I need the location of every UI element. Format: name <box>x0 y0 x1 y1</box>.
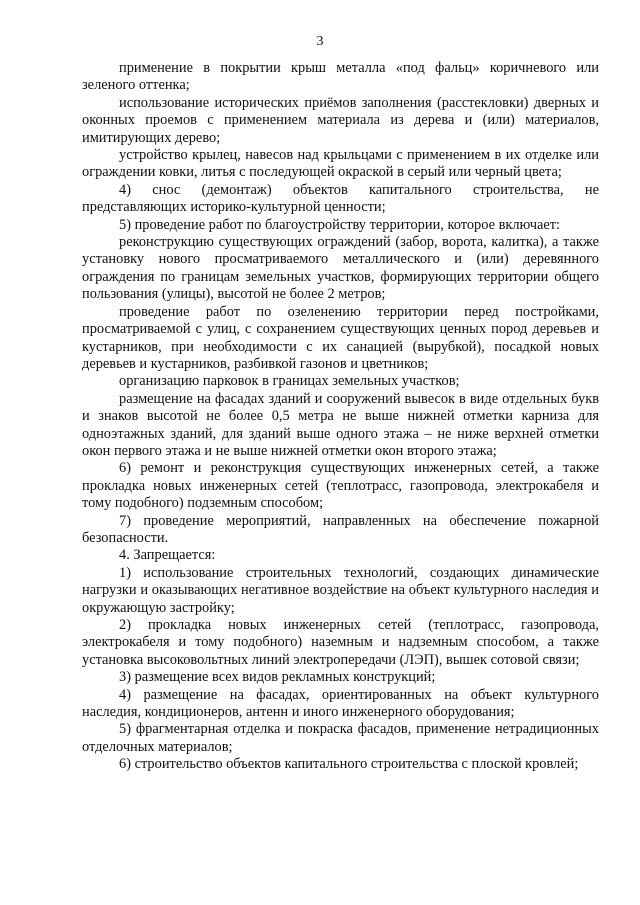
paragraph-greening: проведение работ по озеленению территории перед постройками, просматриваемой с улиц, с сохранением существующих ценных пород деревьев и кустарников, при необходимости с их санацией (вырубкой), посадкой новых деревьев и кустарников, разбивкой газонов и цветников; <box>82 303 599 372</box>
paragraph-prohibited-2: 2) прокладка новых инженерных сетей (теплотрасс, газопровода, электрокабеля и тому подобного) наземным и надземным способом, а также установка высоковольтных линий электропередачи (ЛЭП), вышек сотовой связи; <box>82 617 599 668</box>
paragraph-prohibited-1: 1) использование строительных технологий, создающих динамические нагрузки и оказывающих негативное воздействие на объект культурного наследия и окружающую застройку; <box>82 564 599 616</box>
page-number: 3 <box>316 34 324 49</box>
paragraph-prohibited-4: 4) размещение на фасадах, ориентированных на объект культурного наследия, кондиционеров, антенн и иного инженерного оборудования; <box>82 686 599 721</box>
paragraph-item-6-networks: 6) ремонт и реконструкция существующих инженерных сетей, а также прокладка новых инженерных сетей (теплотрасс, газопровода, электрокабеля и тому подобного) подземным способом; <box>82 460 599 512</box>
paragraph-item-5-landscaping: 5) проведение работ по благоустройству территории, которое включает: <box>119 216 561 233</box>
section-4-prohibited-heading: 4. Запрещается: <box>119 547 216 564</box>
paragraph-prohibited-3: 3) размещение всех видов рекламных конструкций; <box>119 669 436 686</box>
paragraph-prohibited-5: 5) фрагментарная отделка и покраска фасадов, применение нетрадиционных отделочных материалов; <box>82 721 599 755</box>
paragraph-roof-metal: применение в покрытии крыш металла «под фальц» коричневого или зеленого оттенка; <box>82 60 599 94</box>
paragraph-signage: размещение на фасадах зданий и сооружений вывесок в виде отдельных букв и знаков высотой не более 0,5 метра не выше нижней отметки карниза для одноэтажных зданий, для зданий выше одного этажа – не ниже верхней отметки окон первого этажа и не выше нижней отметки окон второго этажа; <box>82 390 599 459</box>
paragraph-fences: реконструкцию существующих ограждений (забор, ворота, калитка), а также установку нового просматриваемого металлического и (или) деревянного ограждения по границам земельных участков, формирующих территории общего пользования (улицы), высотой не более 2 метров; <box>82 234 599 303</box>
paragraph-item-4-demolition: 4) снос (демонтаж) объектов капитального строительства, не представляющих историко-культурной ценности; <box>82 181 599 216</box>
paragraph-prohibited-6: 6) строительство объектов капитального строительства с плоской кровлей; <box>119 756 579 773</box>
paragraph-porches-canopies: устройство крылец, навесов над крыльцами с применением в их отделке или ограждении ковки, литья с последующей окраской в серый или черный цвета; <box>82 147 599 181</box>
paragraph-glazing-techniques: использование исторических приёмов заполнения (расстекловки) дверных и оконных проемов с применением материала из дерева и (или) материалов, имитирующих дерево; <box>82 94 599 146</box>
document-body <box>82 60 599 774</box>
paragraph-parking: организацию парковок в границах земельных участков; <box>119 373 460 390</box>
paragraph-item-7-fire-safety: 7) проведение мероприятий, направленных на обеспечение пожарной безопасности. <box>82 512 599 546</box>
